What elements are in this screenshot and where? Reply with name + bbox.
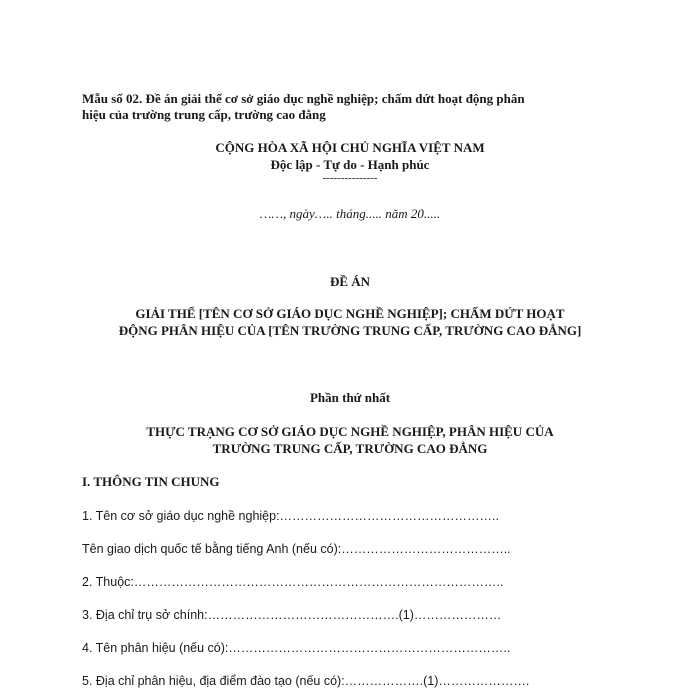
date-line: ……, ngày….. tháng..... năm 20..... xyxy=(259,206,441,221)
document-heading: ĐỀ ÁN xyxy=(329,274,371,289)
field-branch-name: 4. Tên phân hiệu (nếu có):………………………………………………………….. xyxy=(82,641,511,655)
part-label: Phần thứ nhất xyxy=(309,390,391,405)
national-motto: Độc lập - Tự do - Hạnh phúc xyxy=(270,157,430,172)
field-affiliation: 2. Thuộc:…………………………………………………………………………….. xyxy=(82,575,504,589)
field-english-name: Tên giao dịch quốc tế bằng tiếng Anh (nếu có):………………………………….. xyxy=(82,542,511,556)
form-number-line-2: hiệu của trường trung cấp, trường cao đẳng xyxy=(82,107,326,122)
field-head-office-address: 3. Địa chỉ trụ sở chính:……………………………………….(1)………………… xyxy=(82,608,502,622)
form-number-line-1: Mẫu số 02. Đề án giải thể cơ sở giáo dục nghề nghiệp; chấm dứt hoạt động phân xyxy=(82,91,525,106)
part-title-line-1: THỰC TRẠNG CƠ SỞ GIÁO DỤC NGHỀ NGHIỆP, PHÂN HIỆU CỦA xyxy=(146,424,554,439)
field-institution-name: 1. Tên cơ sở giáo dục nghề nghiệp:…………………………………………….. xyxy=(82,509,499,523)
document-subtitle-line-1: GIẢI THỂ [TÊN CƠ SỞ GIÁO DỤC NGHỀ NGHIỆP]; CHẤM DỨT HOẠT xyxy=(135,306,565,321)
country-name: CỘNG HÒA XÃ HỘI CHỦ NGHĨA VIỆT NAM xyxy=(215,140,485,155)
header-separator: --------------- xyxy=(322,172,378,184)
section-heading: I. THÔNG TIN CHUNG xyxy=(82,474,220,489)
part-title-line-2: TRƯỜNG TRUNG CẤP, TRƯỜNG CAO ĐẲNG xyxy=(212,441,488,456)
field-branch-address: 5. Địa chỉ phân hiệu, địa điểm đào tạo (nếu có):……………….(1)…………………. xyxy=(82,674,530,688)
document-subtitle-line-2: ĐỘNG PHÂN HIỆU CỦA [TÊN TRƯỜNG TRUNG CẤP, TRƯỜNG CAO ĐẲNG] xyxy=(118,323,582,338)
